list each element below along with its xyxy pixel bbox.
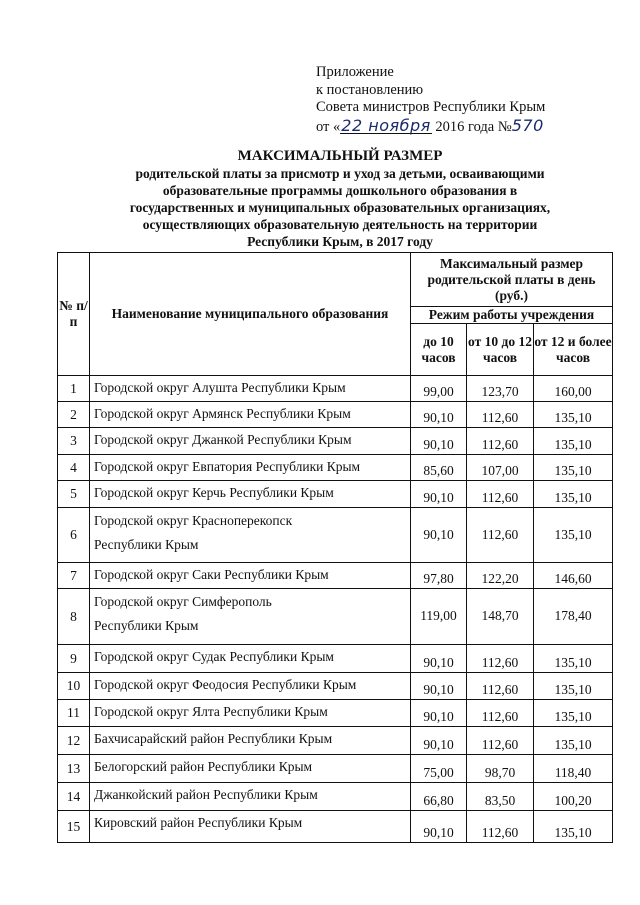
- row-name: Джанкойский район Республики Крым: [90, 783, 411, 811]
- fee-up-to-10: 90,10: [411, 811, 467, 843]
- fee-up-to-10: 90,10: [411, 402, 467, 428]
- appendix-label: Приложение: [316, 64, 394, 80]
- fee-10-to-12: 112,60: [467, 481, 534, 508]
- row-name: Городской округ Феодосия Республики Крым: [90, 673, 411, 700]
- fee-10-to-12: 123,70: [467, 376, 534, 402]
- fee-12-plus: 135,10: [534, 727, 613, 755]
- row-number: 2: [58, 402, 90, 428]
- title-main: МАКСИМАЛЬНЫЙ РАЗМЕР: [237, 148, 443, 164]
- table-row: [58, 376, 613, 402]
- fee-up-to-10: 90,10: [411, 481, 467, 508]
- fee-12-plus: 135,10: [534, 700, 613, 727]
- table-row: [58, 755, 613, 783]
- row-name: Городской округ Ялта Республики Крым: [90, 700, 411, 727]
- row-number: 5: [58, 481, 90, 508]
- fee-10-to-12: 122,20: [467, 563, 534, 589]
- fee-12-plus: 135,10: [534, 645, 613, 673]
- row-number: 1: [58, 376, 90, 402]
- title-sub-4: осуществляющих образовательную деятельность на территории: [142, 217, 538, 232]
- fee-12-plus: 100,20: [534, 783, 613, 811]
- fee-up-to-10: 66,80: [411, 783, 467, 811]
- table-row: [58, 428, 613, 455]
- fee-10-to-12: 98,70: [467, 755, 534, 783]
- fee-10-to-12: 107,00: [467, 455, 534, 481]
- fee-10-to-12: 112,60: [467, 811, 534, 843]
- row-name: Городской округ Судак Республики Крым: [90, 645, 411, 673]
- council-name: Совета министров Республики Крым: [316, 99, 546, 115]
- fee-up-to-10: 97,80: [411, 563, 467, 589]
- fee-12-plus: 135,10: [534, 673, 613, 700]
- header-up-to-10: до 10 часов: [411, 324, 467, 376]
- fee-12-plus: 135,10: [534, 508, 613, 563]
- table-row: [58, 783, 613, 811]
- row-number: 8: [58, 589, 90, 645]
- fee-up-to-10: 90,10: [411, 508, 467, 563]
- row-name: Белогорский район Республики Крым: [90, 755, 411, 783]
- fee-up-to-10: 90,10: [411, 727, 467, 755]
- row-number: 4: [58, 455, 90, 481]
- fees-table: [57, 252, 613, 843]
- table-row: [58, 481, 613, 508]
- row-name: Городской округ Алушта Республики Крым: [90, 376, 411, 402]
- row-name: [90, 589, 411, 645]
- fee-12-plus: 160,00: [534, 376, 613, 402]
- fee-12-plus: 118,40: [534, 755, 613, 783]
- row-name: Городской округ Евпатория Республики Крым: [90, 455, 411, 481]
- date-suffix: 2016 года №: [431, 118, 512, 135]
- fee-10-to-12: 112,60: [467, 727, 534, 755]
- handwritten-date: 22 ноября: [341, 115, 431, 135]
- row-name: Кировский район Республики Крым: [90, 811, 411, 843]
- row-name-line-1: Городской округ Красноперекопск: [94, 513, 293, 528]
- title-sub-5: Республики Крым, в 2017 году: [247, 234, 433, 249]
- fee-12-plus: 135,10: [534, 402, 613, 428]
- title-sub-3: государственных и муниципальных образовательных организациях,: [129, 200, 551, 215]
- fee-12-plus: 146,60: [534, 563, 613, 589]
- document-title: [40, 147, 640, 250]
- fee-10-to-12: 112,60: [467, 428, 534, 455]
- header-mode: Режим работы учреждения: [411, 307, 613, 324]
- row-number: 12: [58, 727, 90, 755]
- row-number: 10: [58, 673, 90, 700]
- row-number: 6: [58, 508, 90, 563]
- table-row: [58, 402, 613, 428]
- fee-10-to-12: 112,60: [467, 673, 534, 700]
- table-row: [58, 811, 613, 843]
- row-number: 9: [58, 645, 90, 673]
- row-number: 7: [58, 563, 90, 589]
- fee-12-plus: 178,40: [534, 589, 613, 645]
- table-row: [58, 673, 613, 700]
- header-10-to-12: от 10 до 12 часов: [467, 324, 534, 376]
- fee-10-to-12: 112,60: [467, 645, 534, 673]
- header-12-plus: от 12 и более часов: [534, 324, 613, 376]
- resolution-ref: к постановлению: [316, 81, 424, 98]
- table-row: [58, 645, 613, 673]
- fee-12-plus: 135,10: [534, 428, 613, 455]
- fee-up-to-10: 90,10: [411, 700, 467, 727]
- fee-up-to-10: 90,10: [411, 645, 467, 673]
- fee-10-to-12: 112,60: [467, 508, 534, 563]
- fee-up-to-10: 75,00: [411, 755, 467, 783]
- fee-12-plus: 135,10: [534, 481, 613, 508]
- header-num: № п/п: [58, 253, 90, 376]
- row-name: Городской округ Армянск Республики Крым: [90, 402, 411, 428]
- row-number: 15: [58, 811, 90, 843]
- row-name: [90, 508, 411, 563]
- table-row: [58, 700, 613, 727]
- row-name: Бахчисарайский район Республики Крым: [90, 727, 411, 755]
- row-number: 3: [58, 428, 90, 455]
- date-prefix: от «: [316, 118, 341, 135]
- table-row: [58, 589, 613, 645]
- fee-12-plus: 135,10: [534, 811, 613, 843]
- header-fee: Максимальный размер родительской платы в день (руб.): [411, 253, 613, 307]
- fee-10-to-12: 148,70: [467, 589, 534, 645]
- fee-up-to-10: 90,10: [411, 673, 467, 700]
- row-name-line-2: Республики Крым: [94, 537, 199, 552]
- table-row: [58, 455, 613, 481]
- row-name: Городской округ Саки Республики Крым: [90, 563, 411, 589]
- table-row: [58, 727, 613, 755]
- date-line: [316, 117, 616, 137]
- appendix-header: [316, 64, 616, 136]
- fee-10-to-12: 112,60: [467, 700, 534, 727]
- table-row: [58, 508, 613, 563]
- row-number: 14: [58, 783, 90, 811]
- fee-10-to-12: 112,60: [467, 402, 534, 428]
- fee-up-to-10: 99,00: [411, 376, 467, 402]
- fee-up-to-10: 90,10: [411, 428, 467, 455]
- fee-12-plus: 135,10: [534, 455, 613, 481]
- row-number: 13: [58, 755, 90, 783]
- handwritten-number: 570: [511, 115, 544, 135]
- row-name: Городской округ Джанкой Республики Крым: [90, 428, 411, 455]
- header-name: Наименование муниципального образования: [90, 253, 411, 376]
- title-sub-2: образовательные программы дошкольного образования в: [162, 183, 518, 198]
- row-name: Городской округ Керчь Республики Крым: [90, 481, 411, 508]
- table-row: [58, 563, 613, 589]
- fee-up-to-10: 119,00: [411, 589, 467, 645]
- row-number: 11: [58, 700, 90, 727]
- row-name-line-1: Городской округ Симферополь: [94, 594, 272, 609]
- fee-10-to-12: 83,50: [467, 783, 534, 811]
- title-sub-1: родительской платы за присмотр и уход за детьми, осваивающими: [135, 166, 545, 181]
- fee-up-to-10: 85,60: [411, 455, 467, 481]
- row-name-line-2: Республики Крым: [94, 618, 199, 633]
